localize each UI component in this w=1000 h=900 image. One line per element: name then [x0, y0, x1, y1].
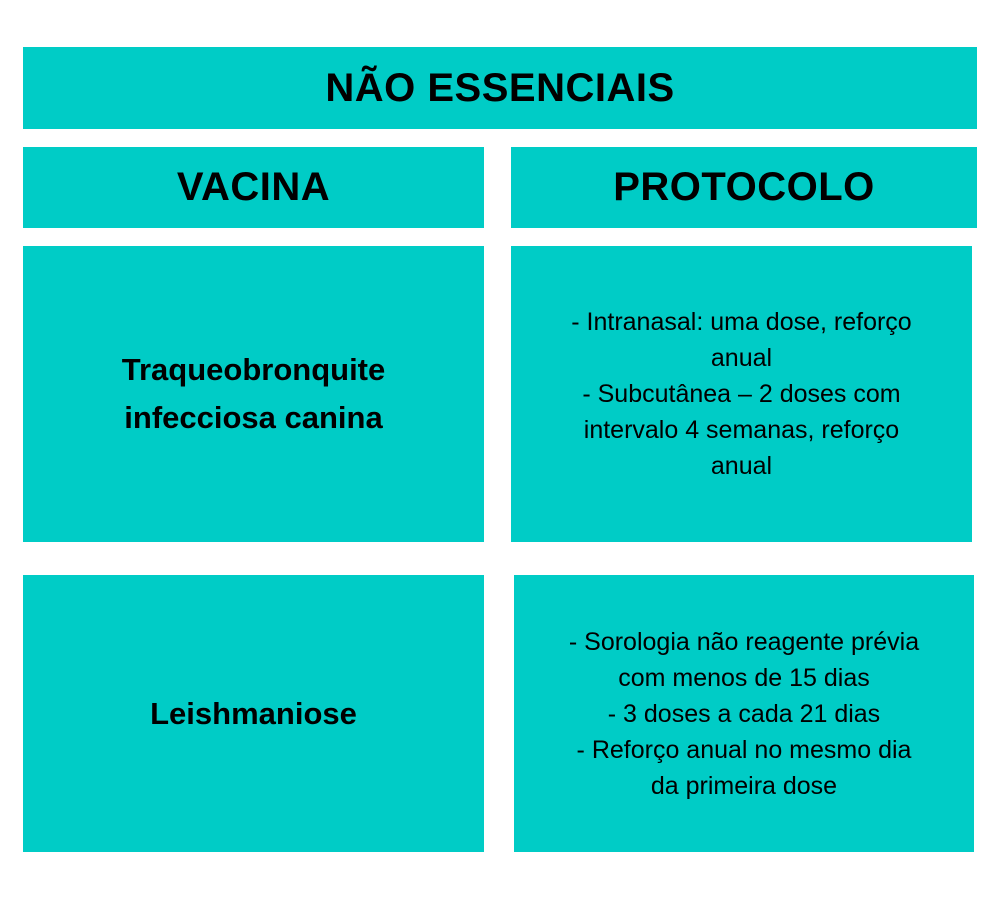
protocol-line: - Subcutânea – 2 doses com	[582, 380, 901, 408]
protocol-text-1	[571, 304, 911, 484]
vaccine-name-2	[110, 690, 397, 738]
header-vacina-label: VACINA	[176, 165, 331, 209]
vaccine-name-1	[82, 346, 426, 442]
vaccine-cell-2	[23, 575, 484, 852]
protocol-text-2	[569, 624, 919, 804]
header-protocolo	[511, 147, 977, 228]
header-protocolo-label: PROTOCOLO	[613, 165, 875, 209]
vaccine-name-line: Traqueobronquite	[121, 352, 386, 387]
title-banner	[23, 47, 977, 129]
vaccine-name-line: Leishmaniose	[150, 695, 357, 731]
protocol-line: - 3 doses a cada 21 dias	[607, 699, 881, 728]
protocol-cell-1	[511, 246, 972, 542]
vaccine-name-line: infecciosa canina	[124, 400, 383, 435]
protocol-line: da primeira dose	[650, 771, 838, 800]
protocol-line: com menos de 15 dias	[618, 663, 870, 692]
protocol-line: - Sorologia não reagente prévia	[568, 627, 920, 656]
page-title: NÃO ESSENCIAIS	[325, 65, 675, 110]
protocol-line: anual	[710, 452, 773, 480]
protocol-cell-2	[514, 575, 974, 852]
protocol-line: anual	[710, 344, 773, 372]
protocol-line: - Intranasal: uma dose, reforço	[571, 308, 912, 336]
protocol-line: intervalo 4 semanas, reforço	[583, 416, 900, 444]
header-vacina	[23, 147, 484, 228]
protocol-line: - Reforço anual no mesmo dia	[576, 735, 912, 764]
vaccine-cell-1	[23, 246, 484, 542]
